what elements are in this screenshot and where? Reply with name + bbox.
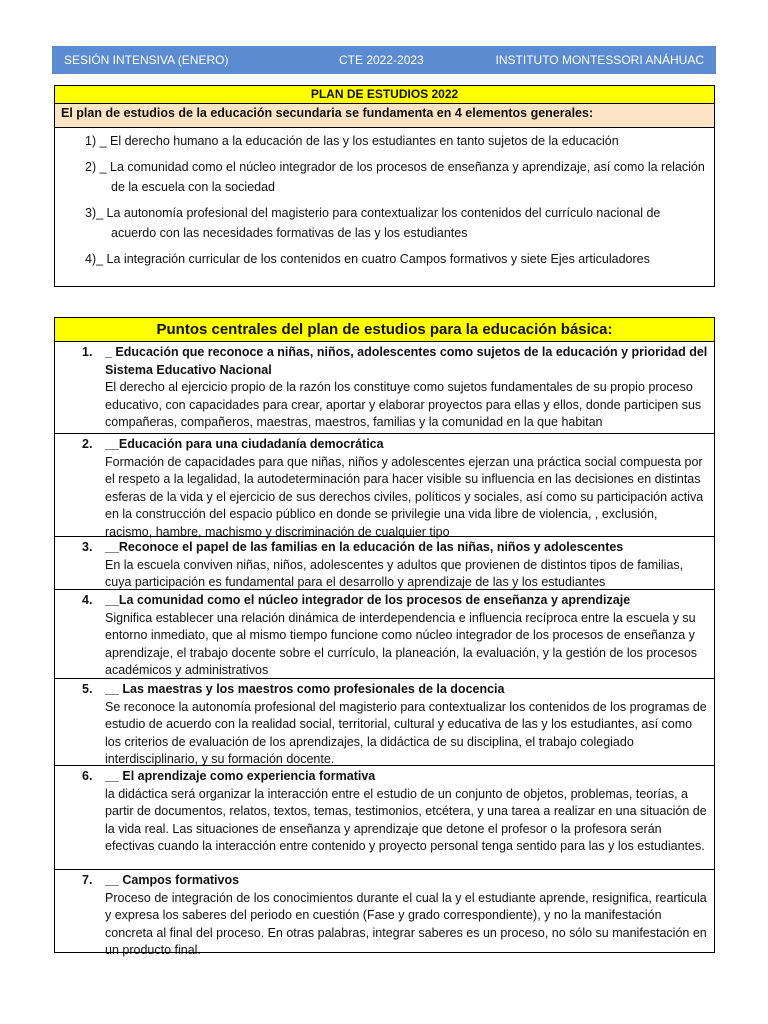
point-title: __ El aprendizaje como experiencia formativa — [105, 769, 376, 783]
point-title: __ Las maestras y los maestros como profesionales de la docencia — [105, 682, 505, 696]
point-body: Formación de capacidades para que niñas, niños y adolescentes ejerzan una práctica social compuesta por el respeto a la legalidad, la autodeterminación para hacer visible su influencia en las decisiones en distintas esferas de la vida y el ejercicio de sus derechos civiles, políticos y sociales, así como su participación activa en la construcción del espacio público en donde se privilegie una vida libre de violencia, , exclusión, racismo, hambre, machismo y discriminación de cualquier tipo — [105, 454, 704, 539]
central-points-title: Puntos centrales del plan de estudios para la educación básica: — [55, 318, 714, 342]
point-number: 1. — [82, 345, 93, 359]
institute-label: INSTITUTO MONTESSORI ANÁHUAC — [495, 53, 704, 67]
central-points-table — [54, 317, 715, 957]
point-number: 3. — [82, 540, 93, 554]
point-row-3 — [55, 537, 714, 590]
point-number: 5. — [82, 682, 93, 696]
plan-element-3: 3)_ La autonomía profesional del magisterio para contextualizar los contenidos del currículo nacional de acuerdo con las necesidades formativas de las y los estudiantes — [85, 206, 661, 240]
point-row-1 — [55, 342, 714, 434]
point-title: __Reconoce el papel de las familias en la educación de las niñas, niños y adolescentes — [105, 540, 624, 554]
point-number: 2. — [82, 437, 93, 451]
plan-element-4: 4)_ La integración curricular de los contenidos en cuatro Campos formativos y siete Ejes articuladores — [85, 252, 650, 266]
plan-box — [54, 85, 715, 287]
point-row-7 — [55, 870, 714, 957]
point-body: Significa establecer una relación dinámica de interdependencia e influencia recíproca entre la escuela y su entorno inmediato, que al mismo tiempo funcione como núcleo integrador de los procesos de enseñanza y aprendizaje, el trabajo docente sobre el currículo, la planeación, la evaluación, y la gestión de los procesos académicos y administrativos — [105, 610, 698, 677]
point-row-2 — [55, 434, 714, 537]
plan-subtitle: El plan de estudios de la educación secundaria se fundamenta en 4 elementos generales: — [55, 104, 714, 128]
point-row-4 — [55, 590, 714, 679]
point-body: En la escuela conviven niñas, niños, adolescentes y adultos que provienen de distintos tipos de familias, cuya participación es fundamental para el desarrollo y aprendizaje de las y los estudiantes — [105, 557, 684, 589]
header-bar — [52, 46, 716, 74]
plan-elements-list — [55, 131, 714, 269]
point-title: __Educación para una ciudadanía democrática — [105, 437, 384, 451]
point-title: _ Educación que reconoce a niñas, niños, adolescentes como sujetos de la educación y prioridad del Sistema Educativo Nacional — [105, 345, 708, 377]
point-number: 6. — [82, 769, 93, 783]
point-row-6 — [55, 766, 714, 870]
point-number: 4. — [82, 593, 93, 607]
point-title: __ Campos formativos — [105, 873, 240, 887]
point-body: Se reconoce la autonomía profesional del magisterio para contextualizar los contenidos de los programas de estudio de acuerdo con la realidad social, territorial, cultural y educativa de las y los estudiantes, así como los criterios de evaluación de los aprendizajes, la didáctica de su disciplina, el trabajo colegiado interdisciplinario, y su formación docente. — [105, 699, 707, 766]
session-label: SESIÓN INTENSIVA (ENERO) — [64, 53, 229, 67]
point-number: 7. — [82, 873, 93, 887]
plan-element-2: 2) _ La comunidad como el núcleo integrador de los procesos de enseñanza y aprendizaje, así como la relación de la escuela con la sociedad — [85, 160, 705, 194]
plan-title: PLAN DE ESTUDIOS 2022 — [55, 86, 714, 104]
cte-label: CTE 2022-2023 — [339, 53, 424, 67]
point-row-5 — [55, 679, 714, 766]
point-body: Proceso de integración de los conocimientos durante el cual la y el estudiante aprende, resignifica, rearticula y expresa los saberes del periodo en cuestión (Fase y grado correspondiente), y no la manifestación concreta al final del proceso. En otras palabras, integrar saberes es un proceso, no sólo su manifestación en un producto final. — [105, 890, 707, 957]
point-body: El derecho al ejercicio propio de la razón los constituye como sujetos fundamentales de su propio proceso educativo, con capacidades para crear, aportar y elaborar proyectos para ellas y ellos, donde participen sus compañeras, compañeros, maestras, maestros, familias y la comunidad en la que habitan — [105, 380, 702, 429]
plan-element-1: 1) _ El derecho humano a la educación de las y los estudiantes en tanto sujetos de la educación — [85, 134, 619, 148]
point-title: __La comunidad como el núcleo integrador de los procesos de enseñanza y aprendizaje — [105, 593, 631, 607]
point-body: la didáctica será organizar la interacción entre el estudio de un conjunto de objetos, problemas, teorías, a partir de documentos, relatos, textos, temas, testimonios, etcétera, y una tarea a realizar en una situación de la vida real. Las situaciones de enseñanza y aprendizaje que detone el profesor o la profesora serán efectivas cuando la interacción entre contenido y proyecto personal tenga sentido para las y los estudiantes. — [105, 786, 707, 853]
